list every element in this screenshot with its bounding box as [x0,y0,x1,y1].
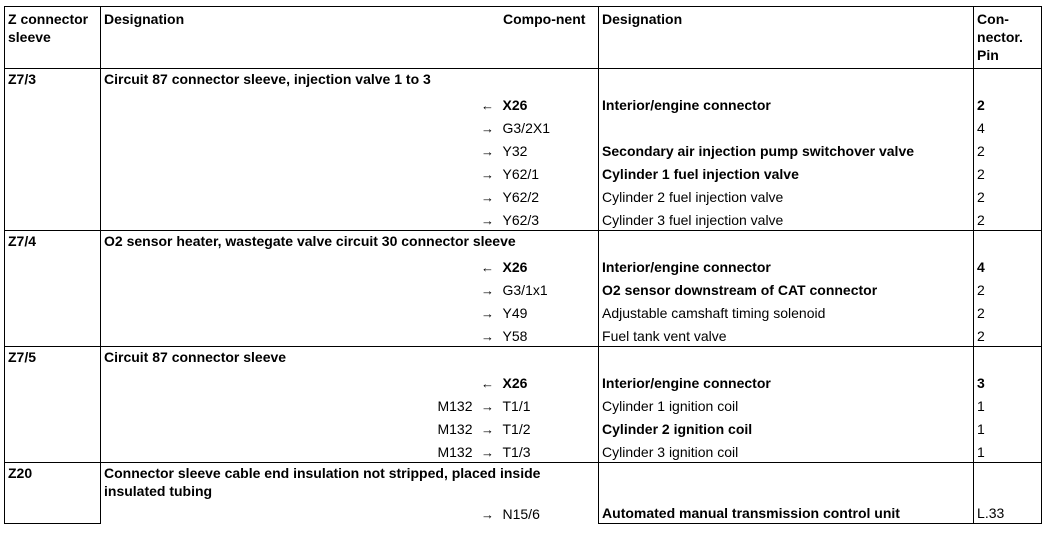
component-id: T1/2 [501,416,599,439]
connector-pin: 1 [974,439,1042,463]
sleeve-designation: Circuit 87 connector sleeve [101,347,599,371]
empty-cell [5,254,101,277]
connection-row [5,115,1042,138]
empty-cell [5,439,101,463]
component-designation: O2 sensor downstream of CAT connector [599,277,974,300]
location-code: M132 [101,416,475,439]
connector-pin: 4 [974,254,1042,277]
location-code [101,277,475,300]
empty-cell [5,161,101,184]
direction-arrow-icon: → [481,399,494,414]
header-pin: Con-nector. Pin [974,7,1042,69]
location-code [101,500,475,524]
component-designation: Cylinder 2 fuel injection valve [599,184,974,207]
component-designation: Cylinder 3 fuel injection valve [599,207,974,231]
component-id: G3/1x1 [501,277,599,300]
empty-cell [5,184,101,207]
component-id: T1/3 [501,439,599,463]
component-designation: Secondary air injection pump switchover valve [599,138,974,161]
location-code [101,207,475,231]
empty-cell [5,138,101,161]
connection-row [5,138,1042,161]
location-code [101,254,475,277]
empty-cell [5,416,101,439]
empty-cell [599,69,974,93]
header-sleeve: Z connector sleeve [5,7,101,69]
empty-cell [5,500,101,524]
connection-row [5,254,1042,277]
header-component: Compo-nent [503,11,586,27]
connection-row [5,184,1042,207]
direction-arrow-icon: → [481,306,494,321]
component-id: X26 [501,254,599,277]
header-row [5,7,1042,69]
connection-row [5,92,1042,115]
component-designation: Interior/engine connector [599,92,974,115]
connector-pin: 2 [974,161,1042,184]
location-code [101,92,475,115]
table-body [5,7,1042,524]
direction-arrow-icon: → [481,445,494,460]
component-id: Y62/1 [501,161,599,184]
empty-cell [5,323,101,347]
direction-arrow-icon: → [481,167,494,182]
empty-cell [974,463,1042,501]
connector-pin: 3 [974,370,1042,393]
sleeve-id: Z7/3 [5,69,101,93]
direction-arrow-icon: → [481,121,494,136]
component-id: N15/6 [501,500,599,524]
direction-arrow-icon: → [481,329,494,344]
connector-pin: L.33 [974,500,1042,524]
location-code [101,323,475,347]
empty-cell [5,92,101,115]
group-row [5,69,1042,93]
empty-cell [5,393,101,416]
empty-cell [974,69,1042,93]
empty-cell [5,115,101,138]
connector-pin: 2 [974,300,1042,323]
component-designation: Cylinder 1 ignition coil [599,393,974,416]
sleeve-designation: O2 sensor heater, wastegate valve circuit 30 connector sleeve [101,231,599,255]
sleeve-id: Z7/5 [5,347,101,371]
direction-arrow-icon: → [481,144,494,159]
connection-row [5,323,1042,347]
component-id: Y62/2 [501,184,599,207]
connector-sleeve-table [4,6,1042,524]
sleeve-designation: Circuit 87 connector sleeve, injection valve 1 to 3 [101,69,599,93]
connection-row [5,300,1042,323]
empty-cell [974,347,1042,371]
empty-cell [5,300,101,323]
empty-cell [599,347,974,371]
connector-pin: 4 [974,115,1042,138]
component-designation: Automated manual transmission control unit [599,500,974,524]
location-code [101,370,475,393]
location-code [101,184,475,207]
empty-cell [599,231,974,255]
component-designation: Interior/engine connector [599,370,974,393]
component-designation: Cylinder 1 fuel injection valve [599,161,974,184]
component-designation: Adjustable camshaft timing solenoid [599,300,974,323]
location-code [101,138,475,161]
component-id: X26 [501,370,599,393]
direction-arrow-icon: ← [481,376,494,391]
connection-row [5,439,1042,463]
connector-pin: 2 [974,277,1042,300]
connection-row [5,370,1042,393]
component-id: Y58 [501,323,599,347]
direction-arrow-icon: → [481,506,494,522]
group-row [5,231,1042,255]
component-id: G3/2X1 [501,115,599,138]
component-id: Y32 [501,138,599,161]
connector-pin: 2 [974,184,1042,207]
component-designation: Fuel tank vent valve [599,323,974,347]
location-code [101,115,475,138]
location-code [101,161,475,184]
header-designation [101,7,599,69]
header-designation-label: Designation [104,11,185,27]
direction-arrow-icon: ← [481,98,494,113]
empty-cell [5,370,101,393]
empty-cell [5,207,101,231]
direction-arrow-icon: ← [481,260,494,275]
component-designation: Interior/engine connector [599,254,974,277]
group-row [5,347,1042,371]
location-code: M132 [101,439,475,463]
component-designation: Cylinder 2 ignition coil [599,416,974,439]
direction-arrow-icon: → [481,283,494,298]
connection-row [5,500,1042,524]
component-designation [599,115,974,138]
connector-pin: 1 [974,393,1042,416]
connection-row [5,207,1042,231]
connector-pin: 2 [974,92,1042,115]
connection-row [5,277,1042,300]
direction-arrow-icon: → [481,190,494,205]
direction-arrow-icon: → [481,213,494,228]
connection-row [5,416,1042,439]
group-row [5,463,1042,501]
sleeve-id: Z20 [5,463,101,501]
connection-row [5,393,1042,416]
connection-row [5,161,1042,184]
sleeve-id: Z7/4 [5,231,101,255]
sleeve-designation: Connector sleeve cable end insulation not stripped, placed inside insulated tubing [101,463,599,501]
empty-cell [974,231,1042,255]
location-code [101,300,475,323]
component-id: T1/1 [501,393,599,416]
empty-cell [599,463,974,501]
connector-pin: 2 [974,323,1042,347]
header-component-designation: Designation [599,7,974,69]
connector-pin: 1 [974,416,1042,439]
direction-arrow-icon: → [481,422,494,437]
component-designation: Cylinder 3 ignition coil [599,439,974,463]
component-id: X26 [501,92,599,115]
connector-pin: 2 [974,138,1042,161]
location-code: M132 [101,393,475,416]
empty-cell [5,277,101,300]
connector-pin: 2 [974,207,1042,231]
component-id: Y49 [501,300,599,323]
component-id: Y62/3 [501,207,599,231]
